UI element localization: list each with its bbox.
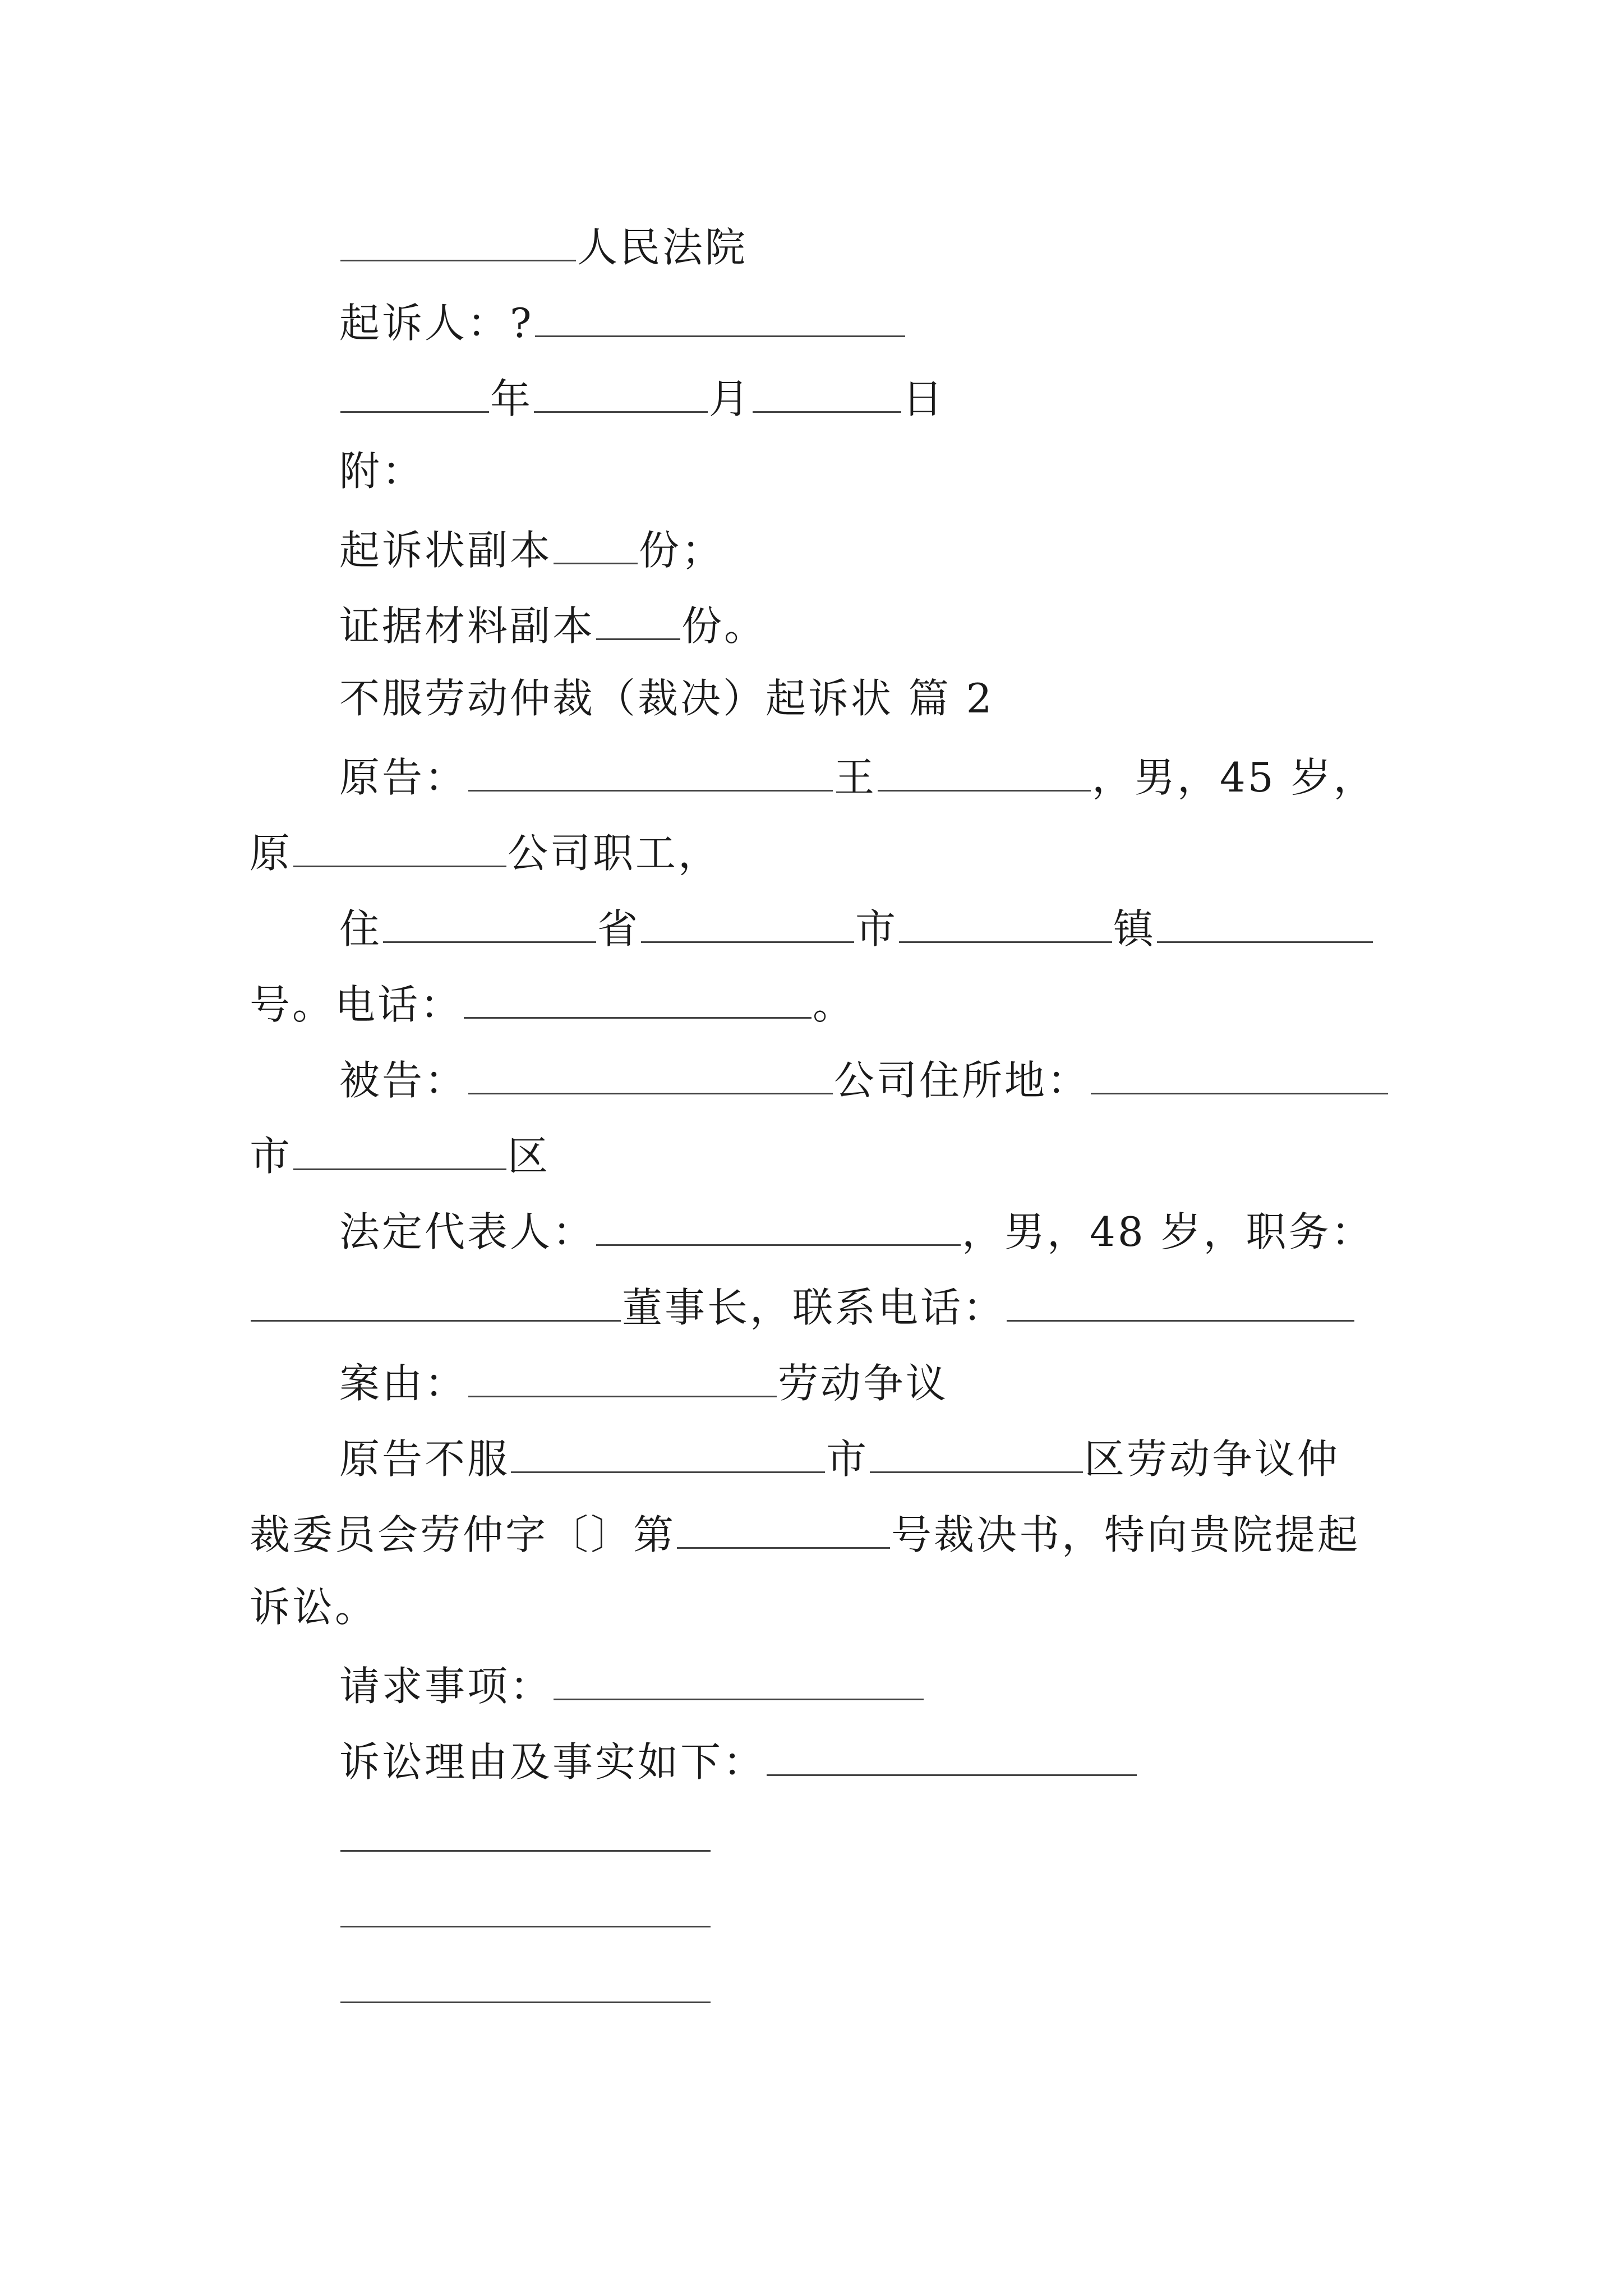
blank xyxy=(1157,898,1373,943)
blank xyxy=(251,1276,621,1322)
text: 劳动争议 xyxy=(778,1360,949,1407)
text: 省 xyxy=(597,905,640,953)
plaintiff-employer-line xyxy=(250,822,721,881)
blank-line xyxy=(339,1958,712,2017)
blank xyxy=(293,822,506,867)
text: 原 xyxy=(250,830,293,877)
blank xyxy=(340,1958,711,2003)
blank-line xyxy=(339,1806,712,1866)
blank-month xyxy=(534,367,708,413)
text: 市 xyxy=(826,1435,869,1483)
text: 起诉状副本 xyxy=(339,527,553,574)
plaintiff-line xyxy=(339,746,1376,806)
blank xyxy=(870,1428,1083,1473)
text: 区劳动争议仲 xyxy=(1084,1435,1340,1483)
blank-count xyxy=(596,595,680,640)
attachment-heading xyxy=(339,443,425,499)
blank xyxy=(383,898,596,943)
text: 年 xyxy=(490,375,533,422)
blank xyxy=(767,1731,1137,1776)
blank-signature xyxy=(535,292,905,337)
blank xyxy=(641,898,854,943)
text: ，男，48 岁，职务： xyxy=(962,1208,1374,1255)
claims-line xyxy=(339,1655,925,1714)
defendant-line xyxy=(339,1049,1389,1108)
text: 号。电话： xyxy=(250,981,463,1028)
blank xyxy=(596,1200,961,1246)
blank xyxy=(554,1655,924,1700)
defendant-address-line xyxy=(250,1125,550,1184)
body-line xyxy=(250,1503,1360,1563)
date-line xyxy=(339,367,945,427)
blank xyxy=(468,1352,777,1397)
text: 镇 xyxy=(1113,905,1156,953)
legal-rep-line xyxy=(339,1200,1374,1260)
reasons-line xyxy=(339,1731,1138,1790)
body-line xyxy=(250,1579,377,1635)
text: 份。 xyxy=(681,602,767,650)
blank xyxy=(1091,1049,1388,1094)
text: 市 xyxy=(250,1133,293,1180)
address-line xyxy=(339,898,1374,957)
blank xyxy=(677,1503,890,1549)
text: 市 xyxy=(855,905,898,953)
text: 法定代表人： xyxy=(339,1208,596,1255)
text: 原告不服 xyxy=(339,1435,510,1483)
text: 份； xyxy=(639,527,725,574)
text: 日 xyxy=(902,375,946,422)
phone-line xyxy=(250,973,855,1033)
blank xyxy=(464,973,811,1019)
blank xyxy=(340,1806,711,1852)
text: 起诉人：? xyxy=(339,300,534,347)
body-line xyxy=(339,1428,1340,1487)
text: 证据材料副本 xyxy=(339,602,596,650)
blank-day xyxy=(753,367,901,413)
blank xyxy=(468,746,833,792)
text: 董事长，联系电话： xyxy=(622,1284,1006,1331)
blank xyxy=(878,746,1091,792)
court-line xyxy=(339,216,748,275)
legal-rep-contact-line xyxy=(250,1276,1355,1336)
blank xyxy=(899,898,1112,943)
blank-count xyxy=(554,519,638,564)
text: 月 xyxy=(709,375,752,422)
text: 王 xyxy=(834,754,877,801)
text: 公司住所地： xyxy=(834,1057,1090,1104)
text: 裁委员会劳仲字〔〕第 xyxy=(250,1511,676,1558)
text: 公司职工， xyxy=(508,830,721,877)
text: 不服劳动仲裁（裁决）起诉状 篇 2 xyxy=(339,675,994,722)
text: 请求事项： xyxy=(339,1663,553,1710)
blank xyxy=(511,1428,825,1473)
blank-court-name xyxy=(340,216,576,261)
text: 住 xyxy=(339,905,382,953)
case-cause-line xyxy=(339,1352,948,1411)
plaintiff-signature-line xyxy=(339,292,906,351)
text: 人民法院 xyxy=(577,224,748,271)
blank-year xyxy=(340,367,489,413)
section-title xyxy=(339,670,994,726)
text: 原告： xyxy=(339,754,468,801)
text: 诉讼。 xyxy=(250,1584,378,1631)
blank xyxy=(293,1125,506,1170)
copy-count-line xyxy=(339,519,724,578)
blank xyxy=(1007,1276,1354,1322)
text: 号裁决书，特向贵院提起 xyxy=(891,1511,1361,1558)
blank xyxy=(468,1049,833,1094)
text: 区 xyxy=(508,1133,551,1180)
text: 诉讼理由及事实如下： xyxy=(339,1738,766,1786)
text: 。 xyxy=(813,981,856,1028)
evidence-count-line xyxy=(339,595,767,654)
blank-line xyxy=(339,1882,712,1941)
text: ，男，45 岁， xyxy=(1092,754,1376,801)
text: 被告： xyxy=(339,1057,468,1104)
text: 附： xyxy=(339,448,425,495)
text: 案由： xyxy=(339,1360,468,1407)
blank xyxy=(340,1882,711,1927)
